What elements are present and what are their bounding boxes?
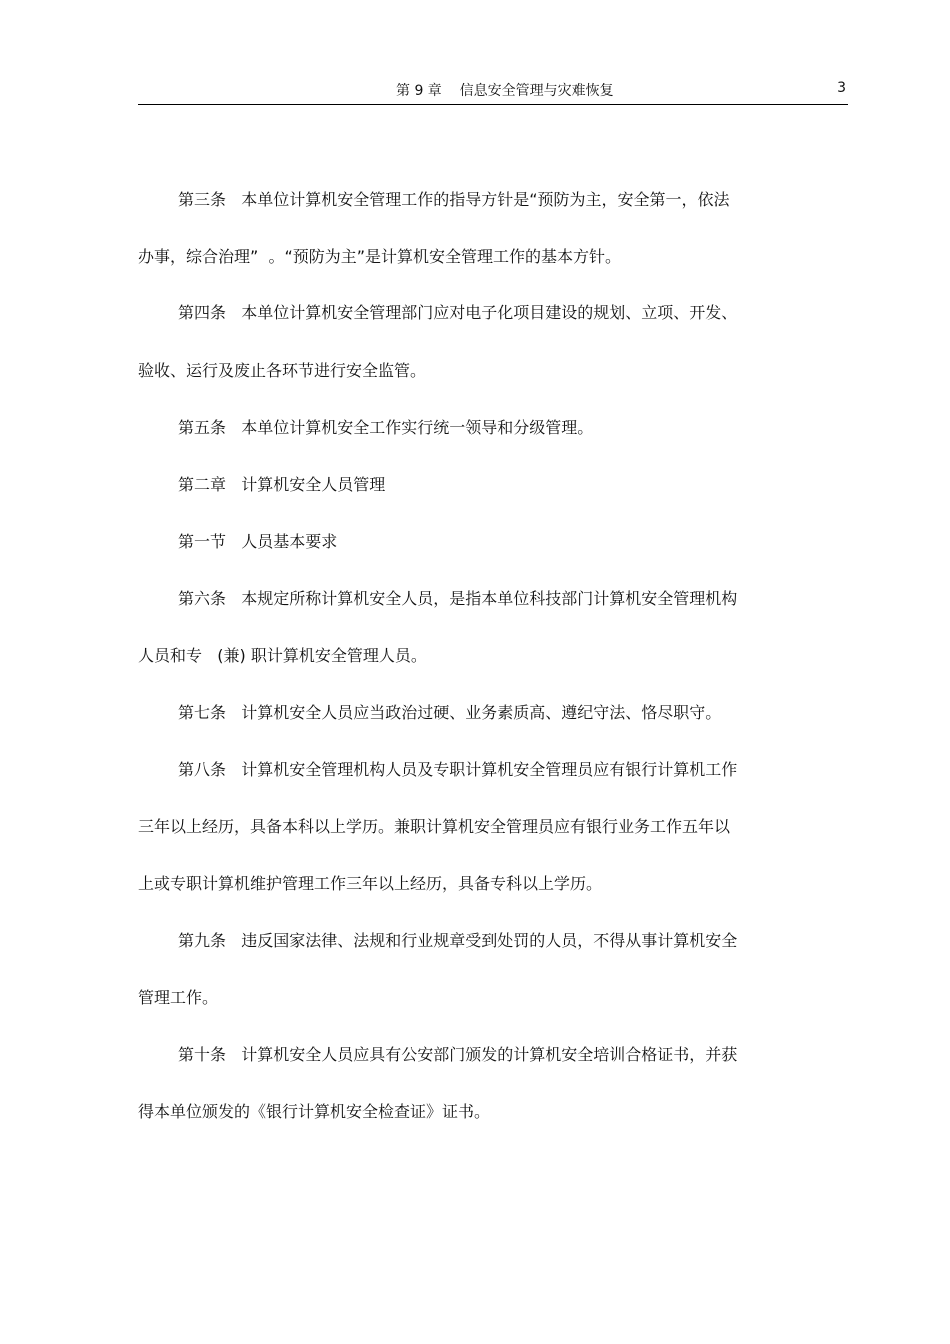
article-10-line-2: 得本单位颁发的《银行计算机安全检查证》证书。: [138, 1102, 491, 1121]
article-6-line-2: 人员和专 (兼) 职计算机安全管理人员。: [138, 646, 427, 665]
article-6-line-1: 第六条 本规定所称计算机安全人员，是指本单位科技部门计算机安全管理机构: [178, 589, 738, 608]
article-3-line-2: 办事，综合治理” 。“预防为主”是计算机安全管理工作的基本方针。: [138, 247, 622, 266]
article-4-line-2: 验收、运行及废止各环节进行安全监管。: [138, 361, 427, 380]
article-10-line-1: 第十条 计算机安全人员应具有公安部门颁发的计算机安全培训合格证书，并获: [178, 1045, 738, 1064]
article-8-line-3: 上或专职计算机维护管理工作三年以上经历，具备专科以上学历。: [138, 874, 603, 893]
chapter-2-heading: 第二章 计算机安全人员管理: [178, 475, 386, 494]
article-8-line-1: 第八条 计算机安全管理机构人员及专职计算机安全管理员应有银行计算机工作: [178, 760, 738, 779]
page-number: 3: [837, 80, 846, 96]
article-8-line-2: 三年以上经历，具备本科以上学历。兼职计算机安全管理员应有银行业务工作五年以: [138, 817, 731, 836]
article-9-line-1: 第九条 违反国家法律、法规和行业规章受到处罚的人员，不得从事计算机安全: [178, 931, 738, 950]
page-header: [138, 78, 848, 105]
article-3-line-1: 第三条 本单位计算机安全管理工作的指导方针是“预防为主，安全第一，依法: [178, 190, 730, 209]
section-1-heading: 第一节 人员基本要求: [178, 532, 338, 551]
article-4-line-1: 第四条 本单位计算机安全管理部门应对电子化项目建设的规划、立项、开发、: [178, 303, 738, 322]
article-7-line-1: 第七条 计算机安全人员应当政治过硬、业务素质高、遵纪守法、恪尽职守。: [178, 703, 722, 722]
article-5-line-1: 第五条 本单位计算机安全工作实行统一领导和分级管理。: [178, 418, 594, 437]
article-9-line-2: 管理工作。: [138, 988, 219, 1007]
chapter-title: 第 9 章 信息安全管理与灾难恢复: [396, 83, 614, 99]
